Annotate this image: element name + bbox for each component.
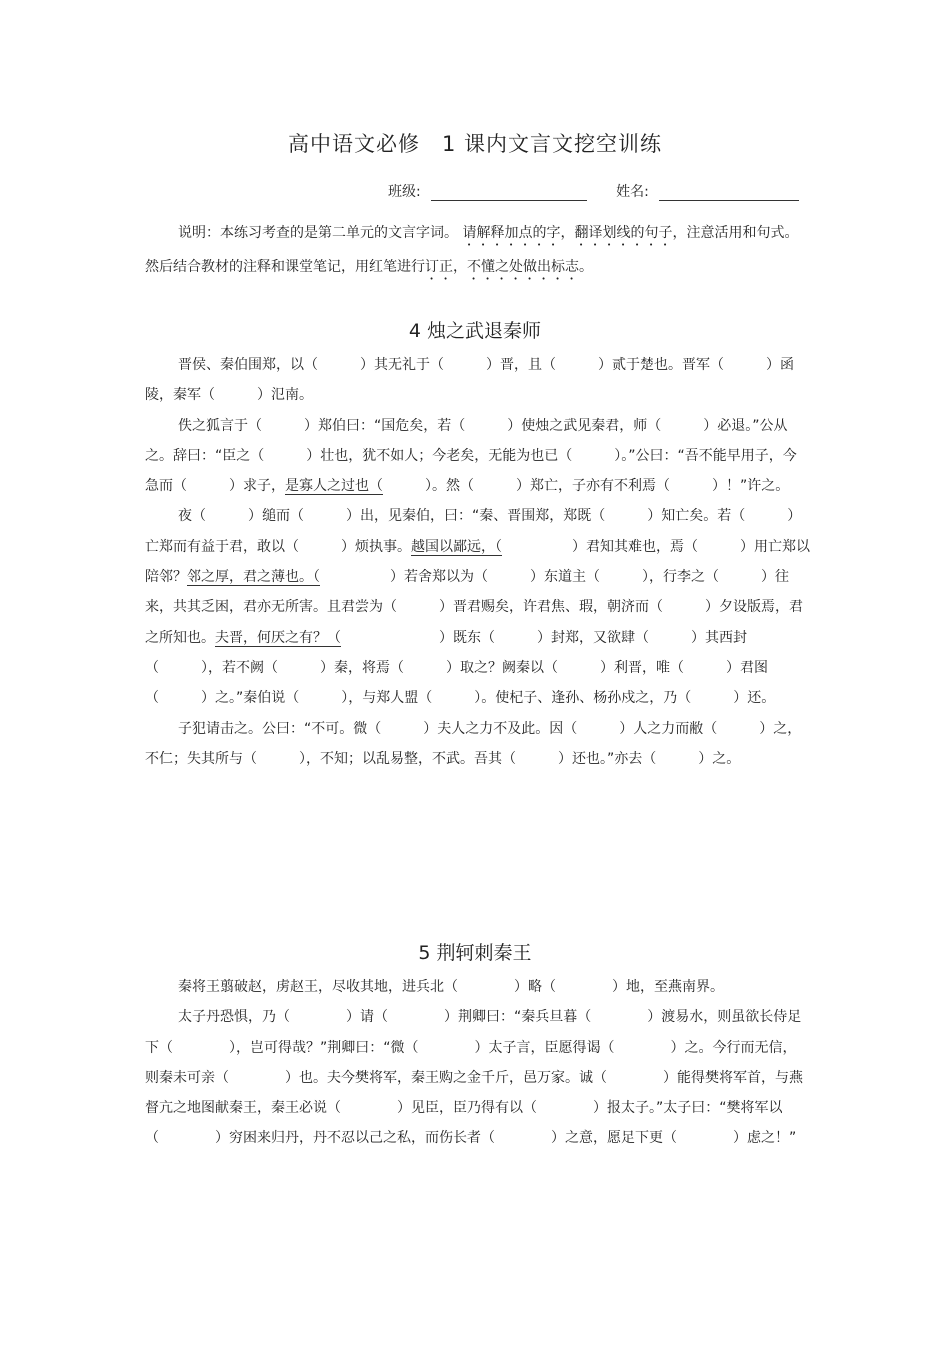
- text-span: ）既东（ ）封郑，又欲肆（ ）其西封（ ），若不阙（ ）秦，将焉（ ）取之？阙秦以（ ）利晋，唯（ ）君图（ ）之。”秦伯说（ ），与郑人盟（ ）。使杞子、逢孙、杨孙戍之，乃（ ）还。: [145, 629, 776, 707]
- text-span: ）君知其难也，焉（ ）用亡郑以陪邻？: [145, 538, 810, 586]
- name-blank: [659, 186, 799, 201]
- paragraph: 晋侯、秦伯围郑，以（ ）其无礼于（ ）晋，且（ ）贰于楚也。晋军（ ）函陵，秦军（ ）氾南。: [145, 357, 794, 404]
- instructions-text: ，: [560, 225, 575, 241]
- instructions-text: ，注意活用和句式。然后结合教材的注释和课堂笔记，用红笔进行: [145, 225, 799, 275]
- name-label: 姓名:: [616, 184, 649, 200]
- instructions-dotted-text: 订正: [425, 259, 453, 275]
- instructions-text: 说明：本练习考查的是第二单元的文言字词。: [178, 225, 463, 241]
- underlined-sentence: 是寡人之过也（: [285, 478, 383, 495]
- paragraph: 秦将王翦破赵，虏赵王，尽收其地，进兵北（ ）略（ ）地，至燕南界。: [178, 979, 724, 995]
- text-span: ）若舍郑以为（ ）东道主（ ），行李之（ ）往来，共其乏困，君亦无所害。且君尝为（ ）晋君赐矣，许君焦、瑕，朝济而（ ）夕设版焉，君之所知也。: [145, 569, 803, 646]
- class-blank: [431, 186, 587, 201]
- underlined-sentence: 越国以鄙远，（: [411, 538, 502, 555]
- section-title: 4 烛之武退秦师: [408, 320, 542, 342]
- text-span: 佚之狐言于（ ）郑伯曰：“国危矣，若（ ）使烛之武见秦君，师（ ）必退。”公从之。辞曰：“臣之（ ）壮也，犹不如人；今老矣，无能为也已（ ）。”公曰：“吾不能早用子，今急而（ ）求子，: [145, 417, 797, 495]
- instructions: [145, 216, 810, 284]
- instructions-dotted-text: 翻译划线的句子: [574, 225, 673, 241]
- instructions-dotted-text: 不懂之处做出标志: [467, 259, 579, 275]
- underlined-sentence: 邻之厚，君之薄也。（: [187, 569, 320, 586]
- section-text: [145, 972, 810, 1154]
- student-info: [388, 181, 828, 201]
- instructions-dotted-text: 请解释加点的字: [462, 225, 561, 241]
- text-span: ）。然（ ）郑亡，子亦有不利焉（ ）！”许之。: [383, 478, 790, 495]
- paragraph: 太子丹恐惧，乃（ ）请（ ）荆卿曰：“秦兵旦暮（ ）渡易水，则虽欲长侍足下（ ），岂可得哉？”荆卿曰：“微（ ）太子言，臣愿得谒（ ）之。今行而无信，则秦未可亲（ ）也。夫今樊将军，秦王购之金千斤，邑万家。诚（ ）能得樊将军首，与燕督亢之地图献秦王，秦王必说（ ）见臣，臣乃得有以（ ）报太子。”太子曰：“樊将军以（ ）穷困来归丹，丹不忍以己之私，而伤长者（ ）之意，愿足下更（ ）虑之！”: [145, 1009, 803, 1147]
- paragraph: [145, 411, 810, 502]
- text-span: 夜（ ）缒而（ ）出，见秦伯，曰：“秦、晋围郑，郑既（ ）知亡矣。若（ ）亡郑而有益于君，敢以（ ）烦执事。: [145, 508, 802, 555]
- instructions-text: 。: [579, 259, 593, 275]
- paragraph: [145, 501, 810, 713]
- class-label: 班级:: [388, 184, 421, 200]
- section-text: [145, 350, 810, 774]
- page-title: 高中语文必修 1 课内文言文挖空训练: [287, 132, 663, 156]
- underlined-sentence: 夫晋，何厌之有？（: [215, 629, 341, 646]
- paragraph: 子犯请击之。公曰：“不可。微（ ）夫人之力不及此。因（ ）人之力而敝（ ）之，不仁；失其所与（ ），不知；以乱易整，不武。吾其（ ）还也。”亦去（ ）之。: [145, 720, 802, 767]
- instructions-text: ，: [453, 259, 467, 275]
- section-title: 5 荆轲刺秦王: [418, 942, 532, 964]
